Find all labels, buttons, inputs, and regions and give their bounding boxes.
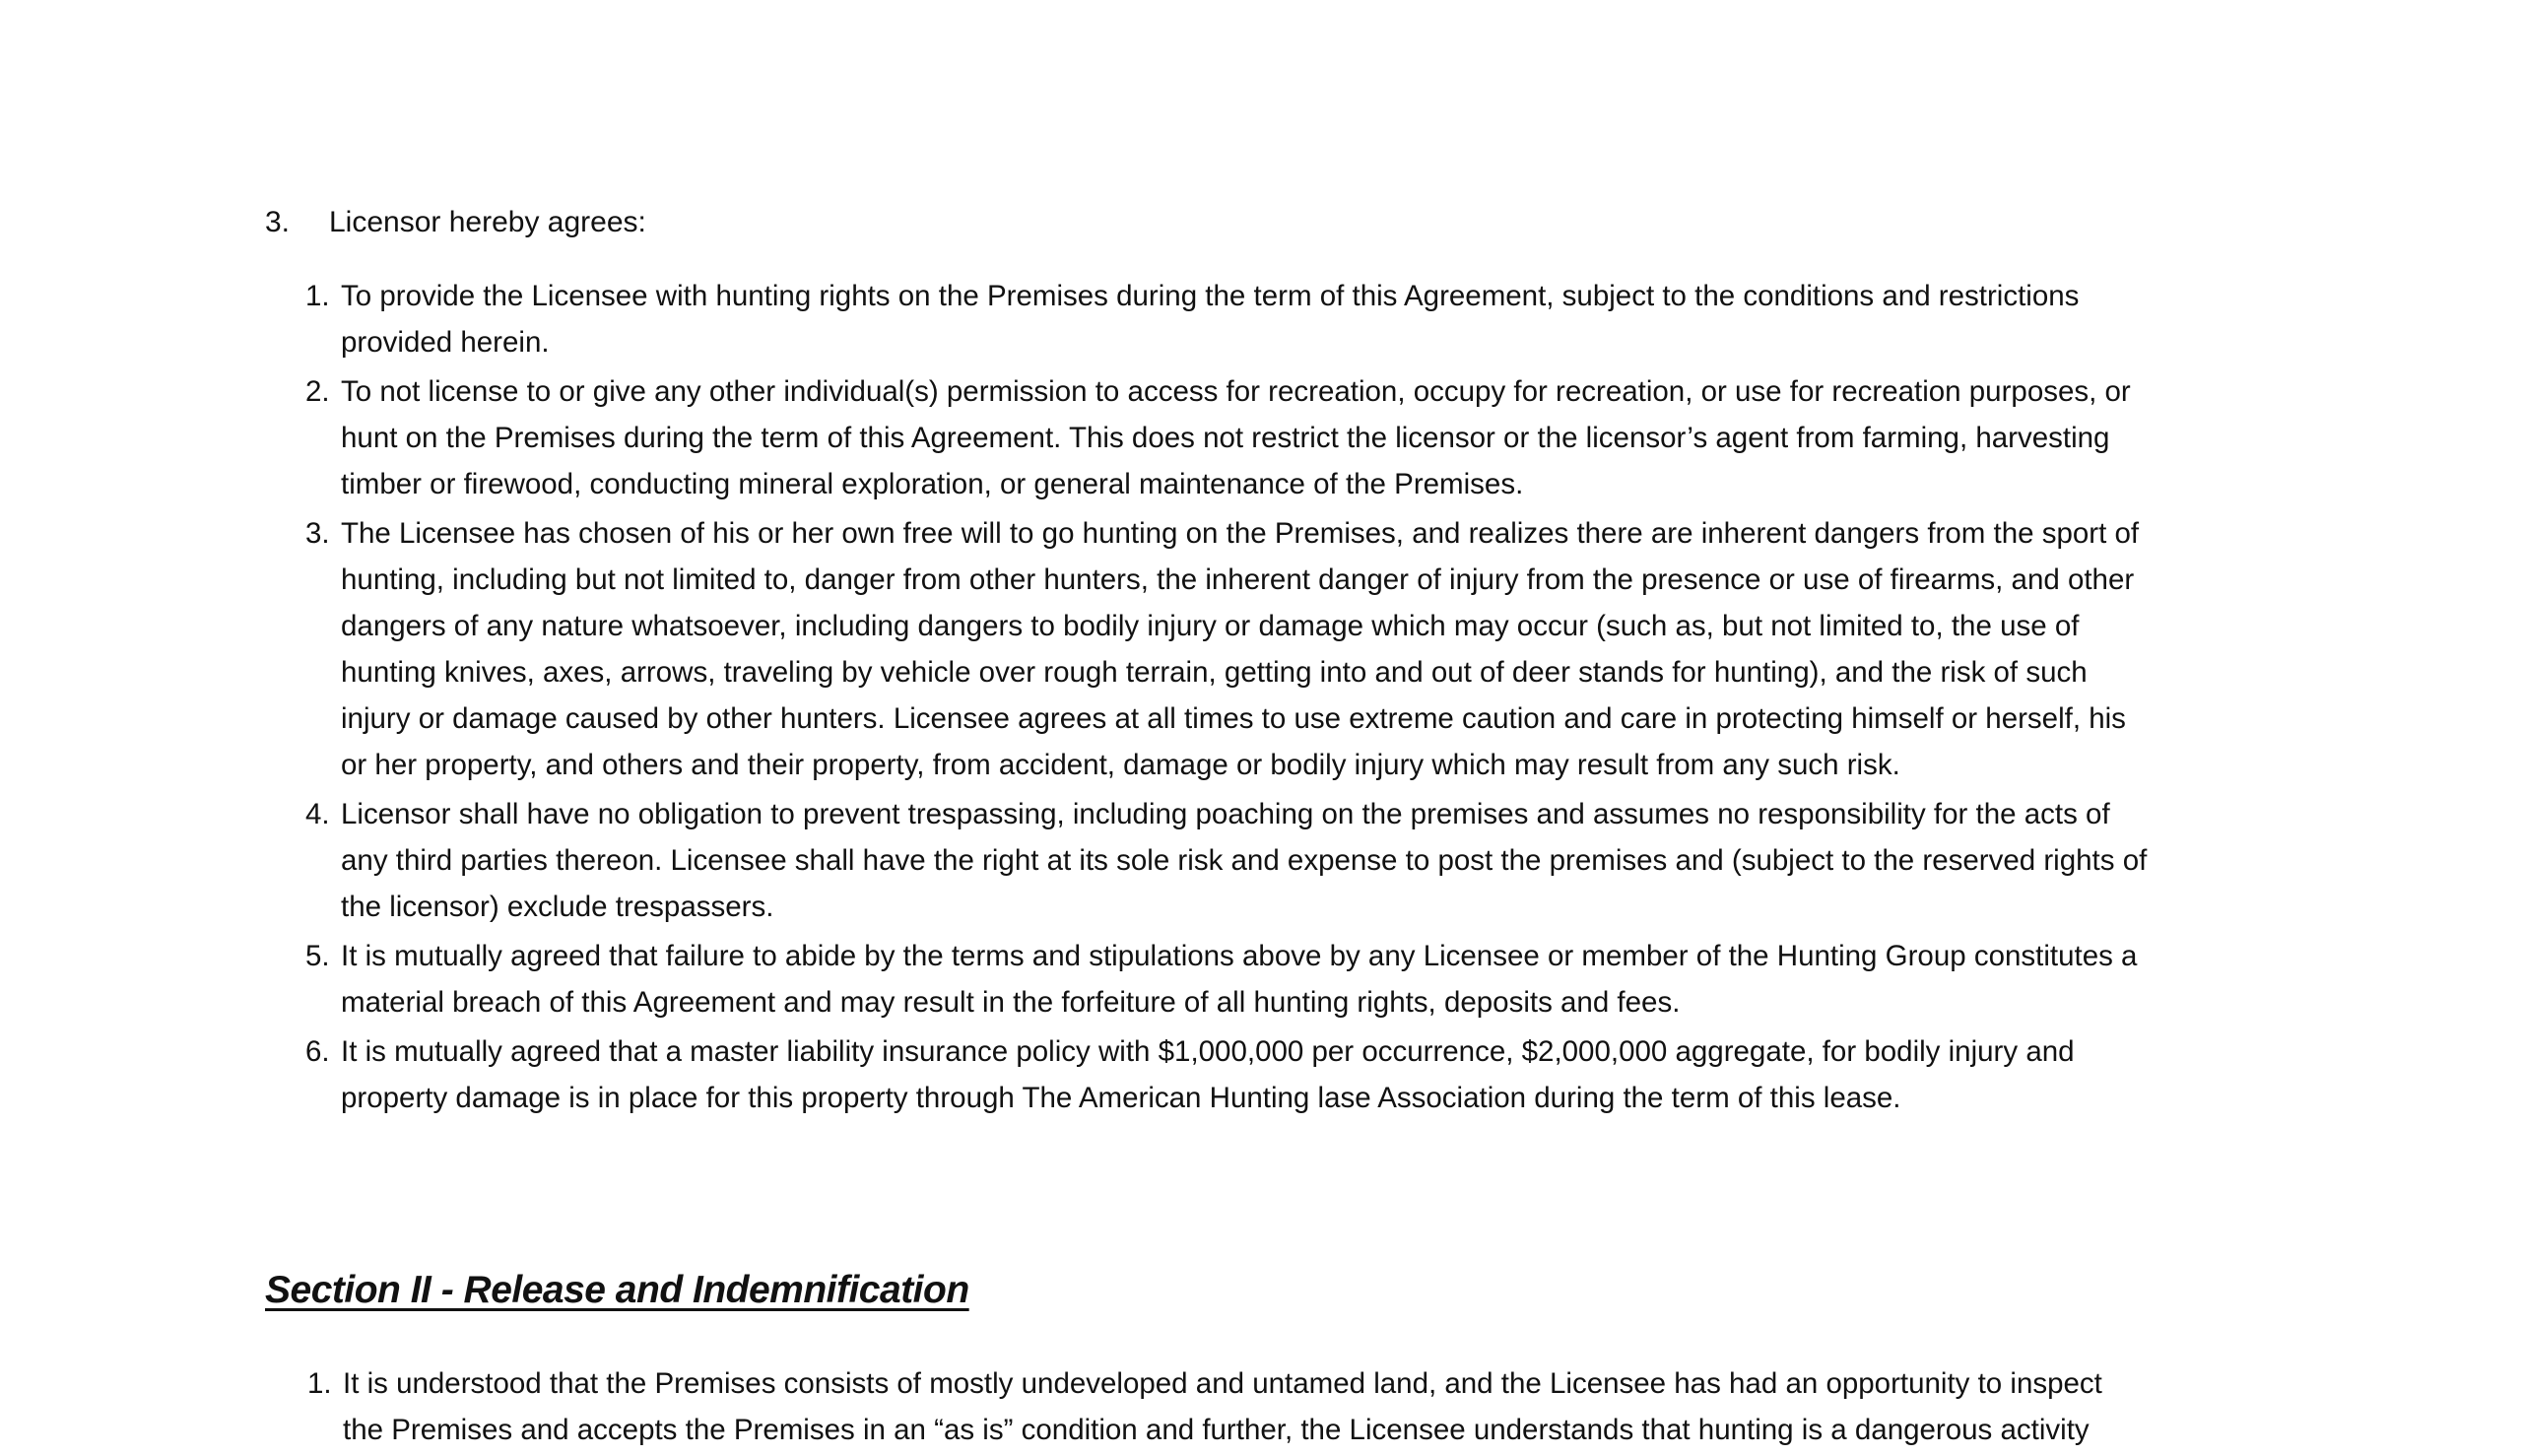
list-item: [296, 1028, 2305, 1121]
list-item-text: It is mutually agreed that a master liability insurance policy with $1,000,000 per occurrence, $2,000,000 aggregate, for bodily injury and: [341, 1035, 2075, 1068]
release-list: [298, 1360, 2307, 1456]
list-item-text: or her property, and others and their property, from accident, damage or bodily injury which may result from any such risk.: [341, 749, 1900, 781]
list-item-text: It is understood that the Premises consists of mostly undeveloped and untamed land, and the Licensee has had an opportunity to inspect: [343, 1367, 2102, 1400]
list-number: 1.: [305, 280, 330, 312]
list-number: 5.: [305, 940, 330, 972]
list-item-text: timber or firewood, conducting mineral exploration, or general maintenance of the Premises.: [341, 468, 1524, 500]
list-item-text: hunting knives, axes, arrows, traveling by vehicle over rough terrain, getting into and out of deer stands for hunting), and the risk of such: [341, 656, 2088, 689]
list-item-text: Licensor shall have no obligation to prevent trespassing, including poaching on the premises and assumes no responsibility for the acts of: [341, 798, 2110, 830]
list-number: 4.: [305, 798, 330, 830]
list-number: 2.: [305, 375, 330, 408]
clause-text: Licensor hereby agrees:: [329, 206, 646, 238]
list-item: [296, 368, 2305, 507]
licensor-agreement-list: [296, 273, 2305, 1124]
section-heading: Section II - Release and Indemnification: [265, 1269, 969, 1311]
list-number: 6.: [305, 1035, 330, 1068]
list-item-text: property damage is in place for this property through The American Hunting lase Association during the term of this lease.: [341, 1082, 1901, 1114]
list-item: [296, 273, 2305, 365]
list-item-text: the Premises and accepts the Premises in an “as is” condition and further, the Licensee understands that hunting is a dangerous activity: [343, 1414, 2090, 1446]
list-number: 3.: [305, 517, 330, 550]
list-item-text: the licensor) exclude trespassers.: [341, 891, 774, 923]
list-item-text: The Licensee has chosen of his or her own free will to go hunting on the Premises, and realizes there are inherent dangers from the sport of: [341, 517, 2140, 550]
clause-3: [265, 199, 646, 245]
list-item-text: any third parties thereon. Licensee shall have the right at its sole risk and expense to post the premises and (subject to the reserved rights of: [341, 844, 2148, 877]
list-item-text: To provide the Licensee with hunting rights on the Premises during the term of this Agreement, subject to the conditions and restrictions: [341, 280, 2080, 312]
list-item-text: To not license to or give any other individual(s) permission to access for recreation, occupy for recreation, or use for recreation purposes, or: [341, 375, 2131, 408]
list-item-text: provided herein.: [341, 326, 550, 359]
list-item: [296, 510, 2305, 788]
list-item-text: hunting, including but not limited to, danger from other hunters, the inherent danger of injury from the presence or use of firearms, and other: [341, 563, 2135, 596]
list-item-text: hunt on the Premises during the term of this Agreement. This does not restrict the licensor or the licensor’s agent from farming, harvesting: [341, 422, 2110, 454]
clause-number: 3.: [265, 206, 291, 238]
list-item-text: material breach of this Agreement and may result in the forfeiture of all hunting rights, deposits and fees.: [341, 986, 1681, 1019]
list-item-text: injury or damage caused by other hunters. Licensee agrees at all times to use extreme caution and care in protecting himself or herself, his: [341, 702, 2126, 735]
list-item: [296, 791, 2305, 930]
list-item: [296, 933, 2305, 1026]
list-number: 1.: [307, 1367, 332, 1400]
list-item-text: dangers of any nature whatsoever, including dangers to bodily injury or damage which may occur (such as, but not limited to, the use of: [341, 610, 2080, 642]
list-item-text: It is mutually agreed that failure to abide by the terms and stipulations above by any Licensee or member of the Hunting Group constitutes a: [341, 940, 2138, 972]
